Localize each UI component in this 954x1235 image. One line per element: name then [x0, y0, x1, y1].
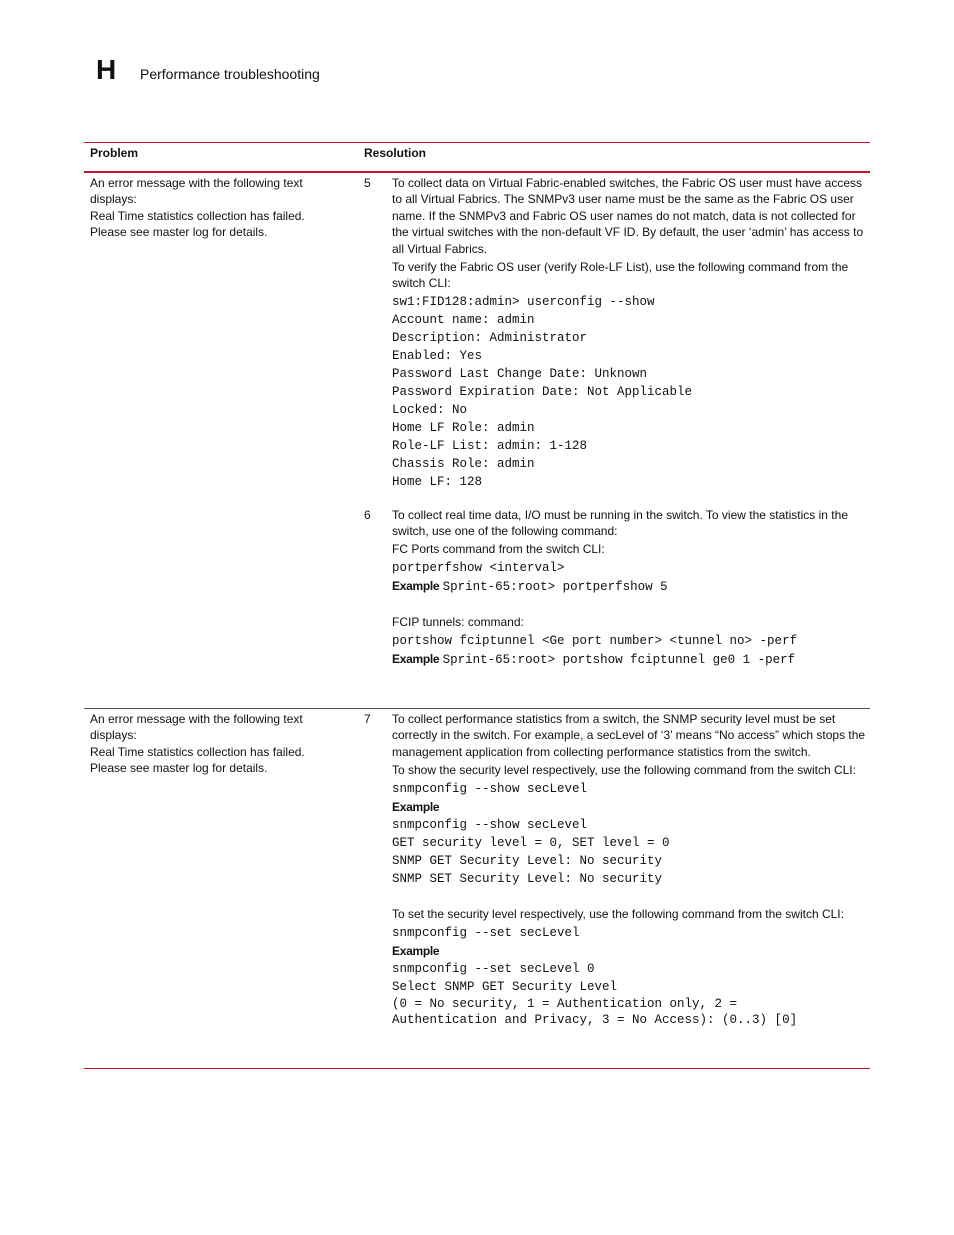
fcip-example-line [392, 650, 868, 669]
code-line: Enabled: Yes [392, 349, 483, 364]
example-label: Example [392, 799, 440, 814]
problem-error-text: Real Time statistics collection has failed. Please see master log for details. [90, 208, 305, 240]
problem-error-text: Real Time statistics collection has failed. Please see master log for details. [90, 744, 305, 776]
row-divider [84, 708, 870, 709]
chapter-letter: H [96, 54, 117, 85]
fc-example-line [392, 577, 868, 596]
table-top-rule [84, 142, 870, 143]
snmpconfig-set-command: snmpconfig --set secLevel [392, 925, 580, 940]
table-header-rule [84, 171, 870, 173]
resolution-paragraph: To set the security level respectively, use the following command from the switch CLI: [392, 906, 844, 921]
code-line: Authentication and Privacy, 3 = No Access): (0..3) [0] [392, 1012, 798, 1027]
problem-cell-1 [90, 175, 330, 241]
example-label: Example [392, 579, 440, 594]
resolution-paragraph: To verify the Fabric OS user (verify Role-LF List), use the following command from the switch CLI: [392, 259, 849, 291]
code-line: Select SNMP GET Security Level [392, 979, 618, 994]
chapter-title: Performance troubleshooting [140, 66, 320, 82]
code-line: Account name: admin [392, 313, 535, 328]
step-number: 6 [364, 508, 371, 522]
code-line: Password Last Change Date: Unknown [392, 367, 648, 382]
code-line: Chassis Role: admin [392, 457, 535, 472]
fcip-tunnels-label: FCIP tunnels: command: [392, 615, 524, 630]
code-line: snmpconfig --show secLevel [392, 817, 588, 832]
code-line: Home LF Role: admin [392, 421, 535, 436]
step-5-resolution [392, 175, 868, 491]
step-number: 5 [364, 176, 371, 190]
code-line: Home LF: 128 [392, 475, 483, 490]
code-line: Locked: No [392, 403, 468, 418]
fcip-example-code: Sprint-65:root> portshow fciptunnel ge0 1 -perf [442, 653, 796, 668]
resolution-paragraph: To collect data on Virtual Fabric-enabled switches, the Fabric OS user must have access to all Virtual Fabrics. The SNMPv3 user name must be the same as the Fabric OS user name. If the SNMPv3 and Fabric OS user names do not match, data is not collected for the virtual switches with the non-default VF ID. By default, the user ‘admin’ has access to all Virtual Fabrics. [392, 176, 864, 256]
example-label: Example [392, 652, 440, 667]
table-bottom-rule [84, 1068, 870, 1069]
code-line: sw1:FID128:admin> userconfig --show [392, 295, 655, 310]
code-line: SNMP GET Security Level: No security [392, 853, 663, 868]
code-line: Role-LF List: admin: 1-128 [392, 439, 588, 454]
code-line: (0 = No security, 1 = Authentication only, 2 = [392, 996, 738, 1011]
example-label: Example [392, 943, 440, 958]
problem-text: An error message with the following text displays: [90, 176, 303, 207]
code-line: SNMP SET Security Level: No security [392, 871, 663, 886]
column-header-problem: Problem [90, 146, 139, 160]
resolution-paragraph: To collect real time data, I/O must be running in the switch. To view the statistics in the switch, use one of the following command: [392, 508, 848, 539]
portperfshow-command: portperfshow <interval> [392, 561, 565, 576]
resolution-paragraph: To collect performance statistics from a switch, the SNMP security level must be set correctly in the switch. For example, a secLevel of ‘3’ means “No access” which stops the management application from collecting performance statistics from the switch. [392, 712, 866, 759]
portshow-fciptunnel-command: portshow fciptunnel <Ge port number> <tunnel no> -perf [392, 634, 798, 649]
snmpconfig-show-command: snmpconfig --show secLevel [392, 781, 588, 796]
column-header-resolution: Resolution [364, 146, 426, 160]
code-line: Password Expiration Date: Not Applicable [392, 385, 693, 400]
code-line: snmpconfig --set secLevel 0 [392, 961, 595, 976]
fc-ports-label: FC Ports command from the switch CLI: [392, 542, 605, 557]
code-line: Description: Administrator [392, 331, 588, 346]
resolution-paragraph: To show the security level respectively, use the following command from the switch CLI: [392, 762, 856, 777]
step-7-resolution [392, 711, 868, 1028]
problem-text: An error message with the following text displays: [90, 712, 303, 743]
step-6-resolution [392, 507, 868, 669]
userconfig-code-block [392, 293, 868, 491]
fc-example-code: Sprint-65:root> portperfshow 5 [442, 580, 668, 595]
problem-cell-2 [90, 711, 330, 777]
code-line: GET security level = 0, SET level = 0 [392, 835, 670, 850]
step-number: 7 [364, 712, 371, 726]
